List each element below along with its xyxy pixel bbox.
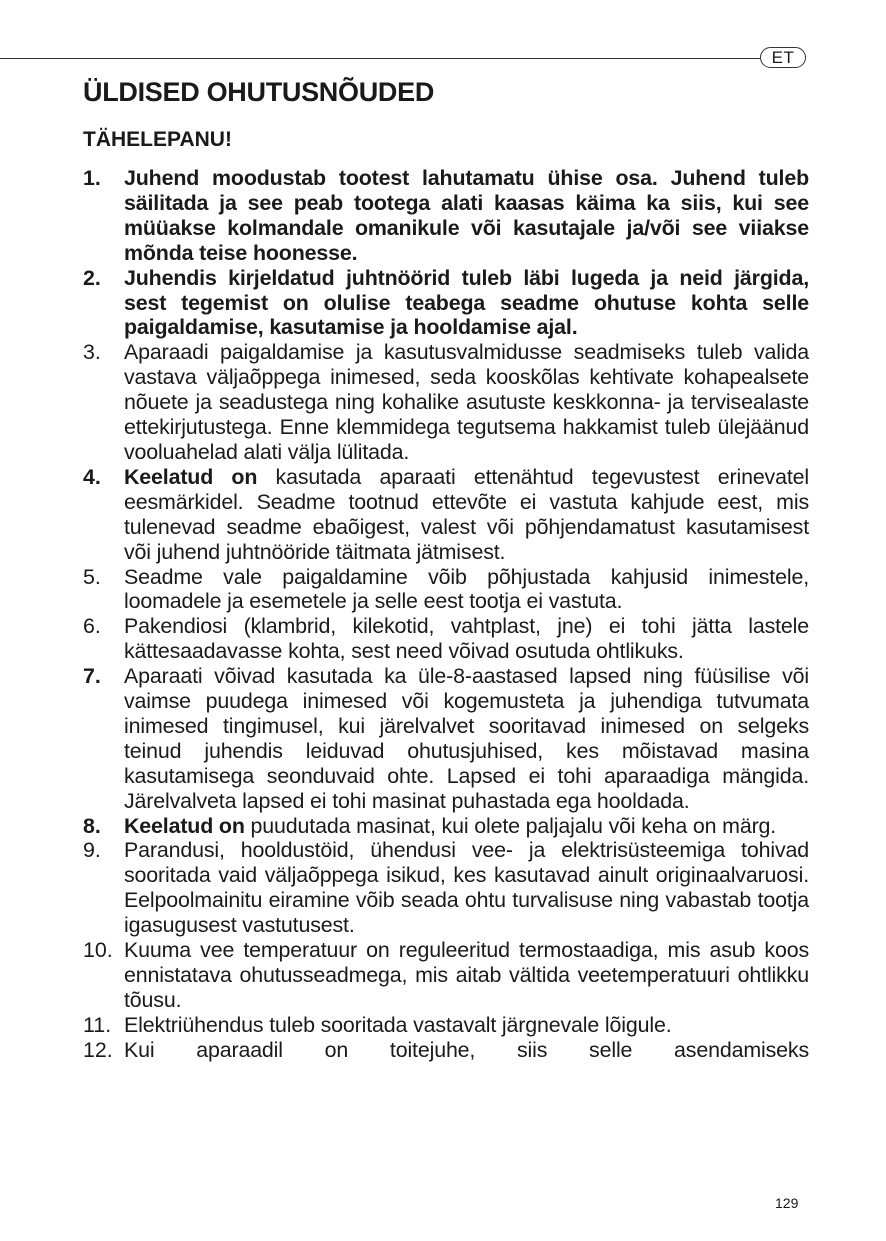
list-item: [83, 838, 809, 938]
item-text: Aparaadi paigaldamise ja kasutusvalmidusse seadmiseks tuleb valida vastava väljaõppega inimesed, seda kooskõlas kehtivate kohapealsete nõuete ja seadustega ning kohalike asutuste keskkonna- ja tervisealaste ettekirjutustega. Enne klemmidega tegutsema hakkamist tuleb ülejäänud vooluahelad alati välja lülitada.: [124, 340, 809, 464]
item-text: Seadme vale paigaldamine võib põhjustada kahjusid inimestele, loomadele ja esemetele ja selle eest tootja ei vastuta.: [124, 564, 809, 614]
item-text: Kuuma vee temperatuur on reguleeritud termostaadiga, mis asub koos ennistatava ohutusseadmega, mis aitab vältida veetemperatuuri ohtlikku tõusu.: [124, 938, 809, 1012]
item-text-container: [124, 465, 809, 565]
list-item: [83, 465, 809, 565]
list-item: [83, 664, 809, 813]
item-number: 4.: [83, 464, 101, 489]
section-subtitle: TÄHELEPANU!: [83, 128, 232, 151]
item-number: 7.: [83, 664, 101, 689]
list-item: [83, 814, 809, 839]
item-text: Pakendiosi (klambrid, kilekotid, vahtplast, jne) ei tohi jätta lastele kättesaadavasse kohta, sest need võivad osutuda ohtlikuks.: [124, 614, 809, 664]
item-number: 9.: [83, 838, 101, 863]
page-number: 129: [775, 1195, 799, 1211]
list-item: [83, 565, 809, 615]
item-number: 11.: [83, 1012, 112, 1037]
list-item: [83, 266, 809, 341]
language-badge: ET: [760, 47, 806, 68]
list-item: [83, 614, 809, 664]
item-number: 6.: [83, 614, 101, 639]
item-number: 2.: [83, 265, 101, 290]
header-rule: [0, 58, 760, 59]
list-item: [83, 1038, 809, 1063]
item-text: kasutada aparaati ettenähtud tegevustest erinevatel eesmärkidel. Seadme tootnud ettevõte ei vastuta kahjude eest, mis tulenevad seadme ebaõigest, valest või põhjendamatust kasutamisest või juhend juhtnööride täitmata jätmisest.: [124, 464, 809, 564]
item-text: Parandusi, hooldustöid, ühendusi vee- ja elektrisüsteemiga tohivad sooritada vaid väljaõppega isikud, kes kasutavad ainult originaalvaruosi. Eelpoolmainitu eiramine võib seada ohtu turvalisuse ning vabastab tootja igasugusest vastutusest.: [124, 838, 809, 938]
page-title: ÜLDISED OHUTUSNÕUDED: [83, 77, 435, 107]
item-number: 5.: [83, 564, 101, 589]
item-number: 1.: [83, 166, 101, 190]
item-number: 10.: [83, 938, 113, 963]
list-item: [83, 166, 809, 266]
item-text: Juhend moodustab tootest lahutamatu ühise osa. Juhend tuleb säilitada ja see peab tootega alati kaasas käima ka siis, kui see müüakse kolmandale omanikule või kasutajale ja/või see viiakse mõnda teise hoonesse.: [124, 166, 809, 265]
item-number: 3.: [83, 340, 101, 365]
item-text-container: [124, 814, 809, 839]
item-lead-bold: Keelatud on: [124, 813, 245, 838]
list-item: [83, 340, 809, 465]
item-text: Juhendis kirjeldatud juhtnöörid tuleb läbi lugeda ja neid järgida, sest tegemist on olulise teabega seadme ohutuse kohta selle paigaldamise, kasutamise ja hooldamise ajal.: [124, 265, 809, 340]
item-text: puudutada masinat, kui olete paljajalu või keha on märg.: [244, 813, 777, 838]
list-item: [83, 938, 809, 1013]
item-lead-bold: Keelatud on: [124, 464, 258, 489]
item-text: Elektriühendus tuleb sooritada vastavalt järgnevale lõigule.: [124, 1012, 672, 1037]
list-item: [83, 1013, 809, 1038]
item-text: Kui aparaadil on toitejuhe, siis selle asendamiseks: [124, 1037, 809, 1062]
item-number: 12.: [83, 1037, 113, 1062]
safety-list: [83, 166, 809, 1063]
item-number: 8.: [83, 813, 101, 838]
item-text: Aparaati võivad kasutada ka üle-8-aastased lapsed ning füüsilise või vaimse puudega inimesed või kogemusteta ja juhendiga tutvumata inimesed tingimusel, kui järelvalvet sooritavad inimesed on selgeks teinud juhendis leiduvad ohutusjuhised, kes mõistavad masina kasutamisega seonduvaid ohte. Lapsed ei tohi aparaadiga mängida. Järelvalveta lapsed ei tohi masinat puhastada ega hooldada.: [124, 664, 809, 813]
